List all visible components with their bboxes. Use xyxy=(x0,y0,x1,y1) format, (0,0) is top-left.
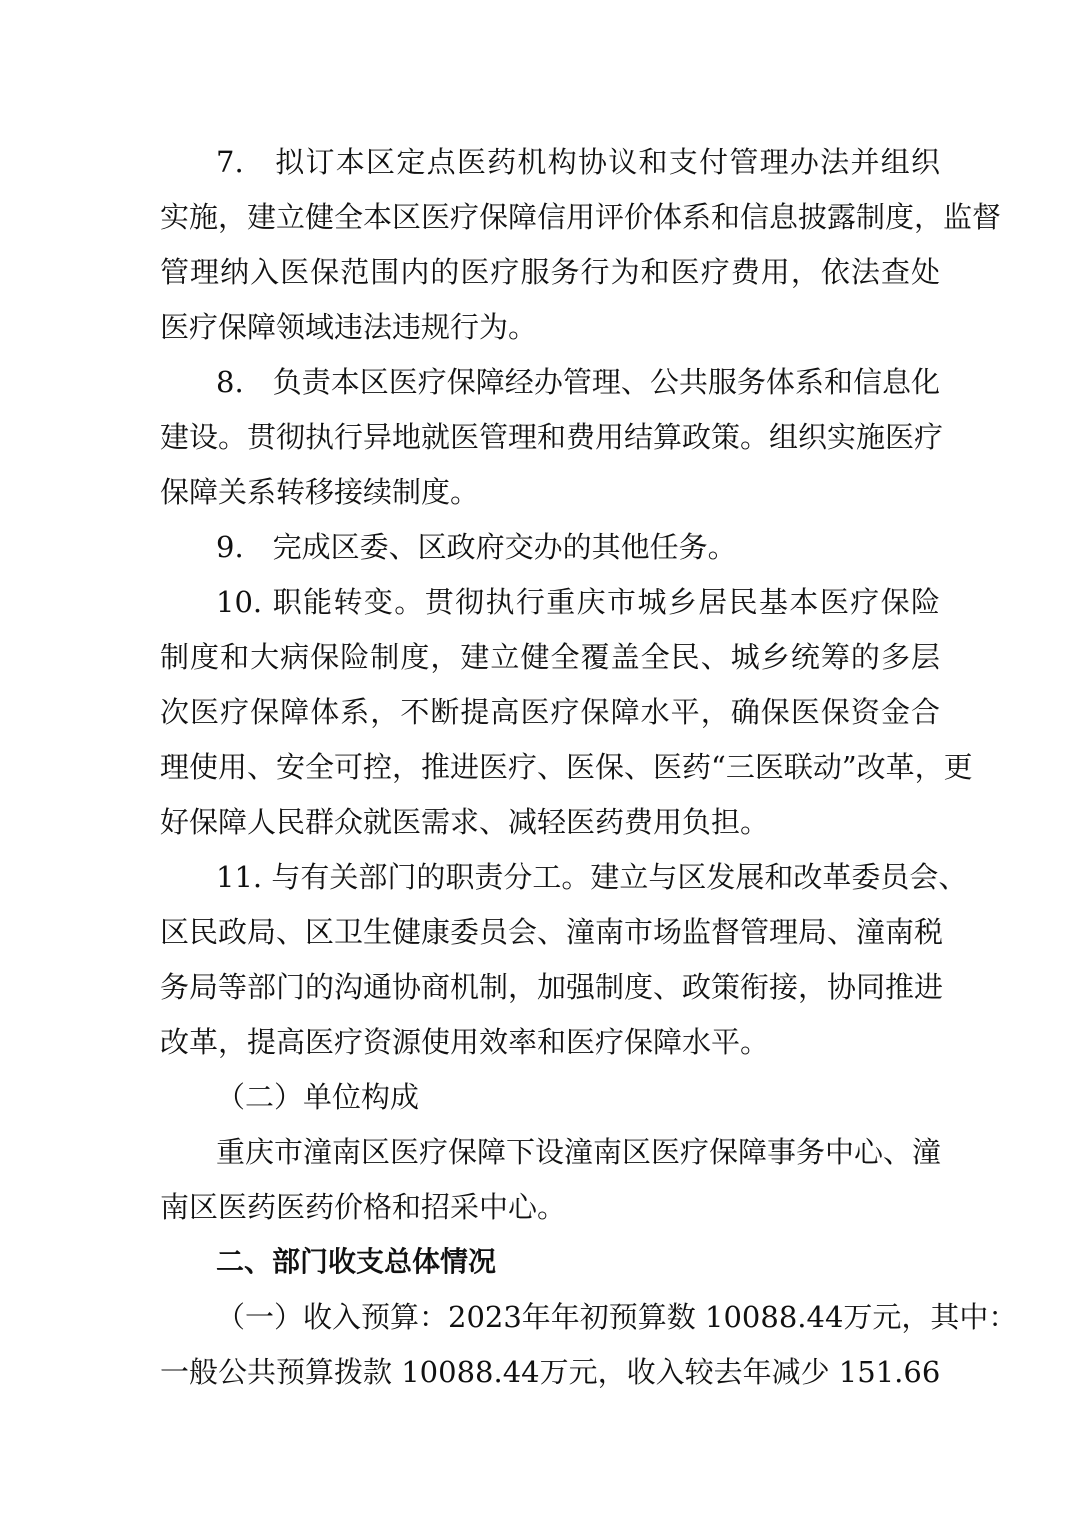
paragraph-10-line-5: 好保障人民群众就医需求、减轻医药费用负担。 xyxy=(160,805,770,839)
paragraph-11-line-4: 改革，提高医疗资源使用效率和医疗保障水平。 xyxy=(160,1025,770,1059)
paragraph-7-line-2: 实施，建立健全本区医疗保障信用评价体系和信息披露制度，监督 xyxy=(160,200,1002,234)
income-budget-line-2: 一般公共预算拨款 10088.44万元，收入较去年减少 151.66 xyxy=(160,1355,941,1389)
paragraph-10-line-3: 次医疗保障体系，不断提高医疗保障水平，确保医保资金合 xyxy=(160,695,940,729)
paragraph-7-line-1: 7. 拟订本区定点医药机构协议和支付管理办法并组织 xyxy=(216,145,940,179)
paragraph-8-line-2: 建设。贯彻执行异地就医管理和费用结算政策。组织实施医疗 xyxy=(160,420,944,454)
unit-composition-line-1: 重庆市潼南区医疗保障下设潼南区医疗保障事务中心、潼 xyxy=(216,1135,942,1169)
paragraph-11-line-3: 务局等部门的沟通协商机制，加强制度、政策衔接，协同推进 xyxy=(160,970,944,1004)
paragraph-11-line-2: 区民政局、区卫生健康委员会、潼南市场监督管理局、潼南税 xyxy=(160,915,944,949)
unit-composition-line-2: 南区医药医药价格和招采中心。 xyxy=(160,1190,567,1224)
paragraph-10-line-1: 10. 职能转变。贯彻执行重庆市城乡居民基本医疗保险 xyxy=(216,585,940,619)
income-budget-line-1: （一）收入预算：2023年年初预算数 10088.44万元，其中： xyxy=(216,1300,1018,1334)
paragraph-10-line-4: 理使用、安全可控，推进医疗、医保、医药“三医联动”改革，更 xyxy=(160,750,973,784)
paragraph-10-line-2: 制度和大病保险制度，建立健全覆盖全民、城乡统筹的多层 xyxy=(160,640,940,674)
paragraph-9-line-1: 9. 完成区委、区政府交办的其他任务。 xyxy=(216,530,737,564)
paragraph-11-line-1: 11. 与有关部门的职责分工。建立与区发展和改革委员会、 xyxy=(216,860,968,894)
paragraph-8-line-3: 保障关系转移接续制度。 xyxy=(160,475,480,509)
paragraph-7-line-3: 管理纳入医保范围内的医疗服务行为和医疗费用，依法查处 xyxy=(160,255,940,289)
paragraph-7-line-4: 医疗保障领域违法违规行为。 xyxy=(160,310,538,344)
section-heading-unit-composition: （二）单位构成 xyxy=(216,1080,420,1114)
section-heading-income-expenditure: 二、部门收支总体情况 xyxy=(216,1245,497,1278)
paragraph-8-line-1: 8. 负责本区医疗保障经办管理、公共服务体系和信息化 xyxy=(216,365,940,399)
